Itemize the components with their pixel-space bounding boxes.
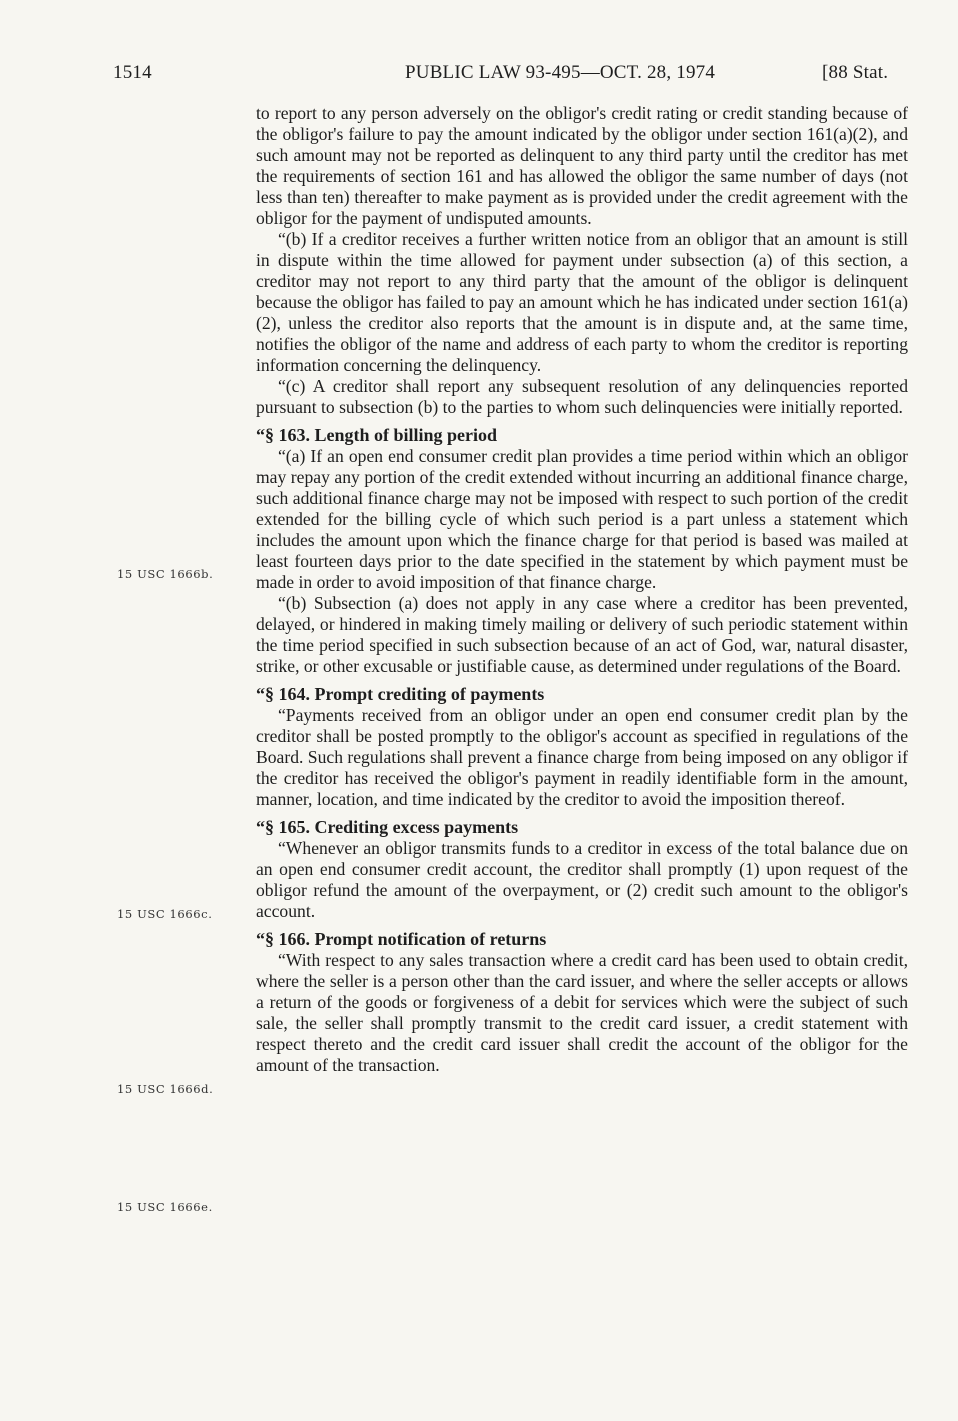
section-164-heading: “§ 164. Prompt crediting of payments — [256, 684, 545, 704]
section-165-heading: “§ 165. Crediting excess payments — [256, 817, 519, 837]
margin-note-166: 15 USC 1666e. — [117, 1200, 213, 1214]
page-number: 1514 — [113, 62, 152, 83]
section-166-heading: “§ 166. Prompt notification of returns — [256, 929, 547, 949]
section-166-text: “With respect to any sales transaction where a credit card has been used to obtain credit, where the seller is a person other than the card issuer, and where the seller accepts or allows a return of the goods or forgiveness of a debit for services which were the subject of such sale, the seller shall promptly transmit to the credit card issuer, a credit statement with respect thereto and the credit card issuer shall credit the account of the obligor for the amount of the transaction. — [256, 950, 908, 1075]
margin-note-163: 15 USC 1666b. — [117, 567, 214, 581]
section-164-text: “Payments received from an obligor under an open end consumer credit plan by the creditor shall be posted promptly to the obligor's account as specified in regulations of the Board. Such regulations shall prevent a finance charge from being imposed on any obligor if the creditor has received the obligor's payment in readily identifiable form in the amount, manner, location, and time indicated by the creditor to avoid the imposition thereof. — [256, 705, 908, 809]
margin-note-164: 15 USC 1666c. — [117, 907, 213, 921]
section-163-b: “(b) Subsection (a) does not apply in any case where a creditor has been prevented, delayed, or hindered in making timely mailing or delivery of such periodic statement within the time period specified in such subsection because of an act of God, war, natural disaster, strike, or other excusable or justifiable cause, as determined under regulations of the Board. — [256, 593, 908, 676]
section-163-heading: “§ 163. Length of billing period — [256, 425, 498, 445]
margin-note-165: 15 USC 1666d. — [117, 1082, 214, 1096]
paragraph-c: “(c) A creditor shall report any subsequent resolution of any delinquencies reported pursuant to subsection (b) to the parties to whom such delinquencies were initially reported. — [256, 376, 908, 417]
section-163-a: “(a) If an open end consumer credit plan provides a time period within which an obligor may repay any portion of the credit extended without incurring an additional finance charge, such additional finance charge may not be imposed with respect to such portion of the credit extended for the billing cycle of which such period is a part unless a statement which includes the amount upon which the finance charge for that period is based was mailed at least fourteen days prior to the date specified in the statement by which payment must be made in order to avoid imposition of that finance charge. — [256, 446, 908, 592]
paragraph-b: “(b) If a creditor receives a further written notice from an obligor that an amount is still in dispute within the time allowed for payment under subsection (a) of this section, a creditor may not report to any third party that the amount of the obligor is delinquent because the obligor has failed to pay an amount which he has indicated under section 161(a)(2), unless the creditor also reports that the amount is in dispute and, at the same time, notifies the obligor of the name and address of each party to whom the creditor is reporting information concerning the delinquency. — [256, 229, 908, 375]
paragraph-continuation: to report to any person adversely on the obligor's credit rating or credit standing because of the obligor's failure to pay the amount indicated by the obligor under section 161(a)(2), and such amount may not be reported as delinquent to any third party until the creditor has met the requirements of section 161 and has allowed the obligor the same number of days (not less than ten) thereafter to make payment as is provided under the credit agreement with the obligor for the payment of undisputed amounts. — [256, 103, 908, 228]
body-text — [256, 103, 908, 1076]
running-title: PUBLIC LAW 93-495—OCT. 28, 1974 — [405, 62, 716, 83]
section-165-text: “Whenever an obligor transmits funds to a creditor in excess of the total balance due on an open end consumer credit account, the creditor shall promptly (1) upon request of the obligor refund the amount of the overpayment, or (2) credit such amount to the obligor's account. — [256, 838, 908, 921]
volume-reference: [88 Stat. — [822, 62, 889, 83]
